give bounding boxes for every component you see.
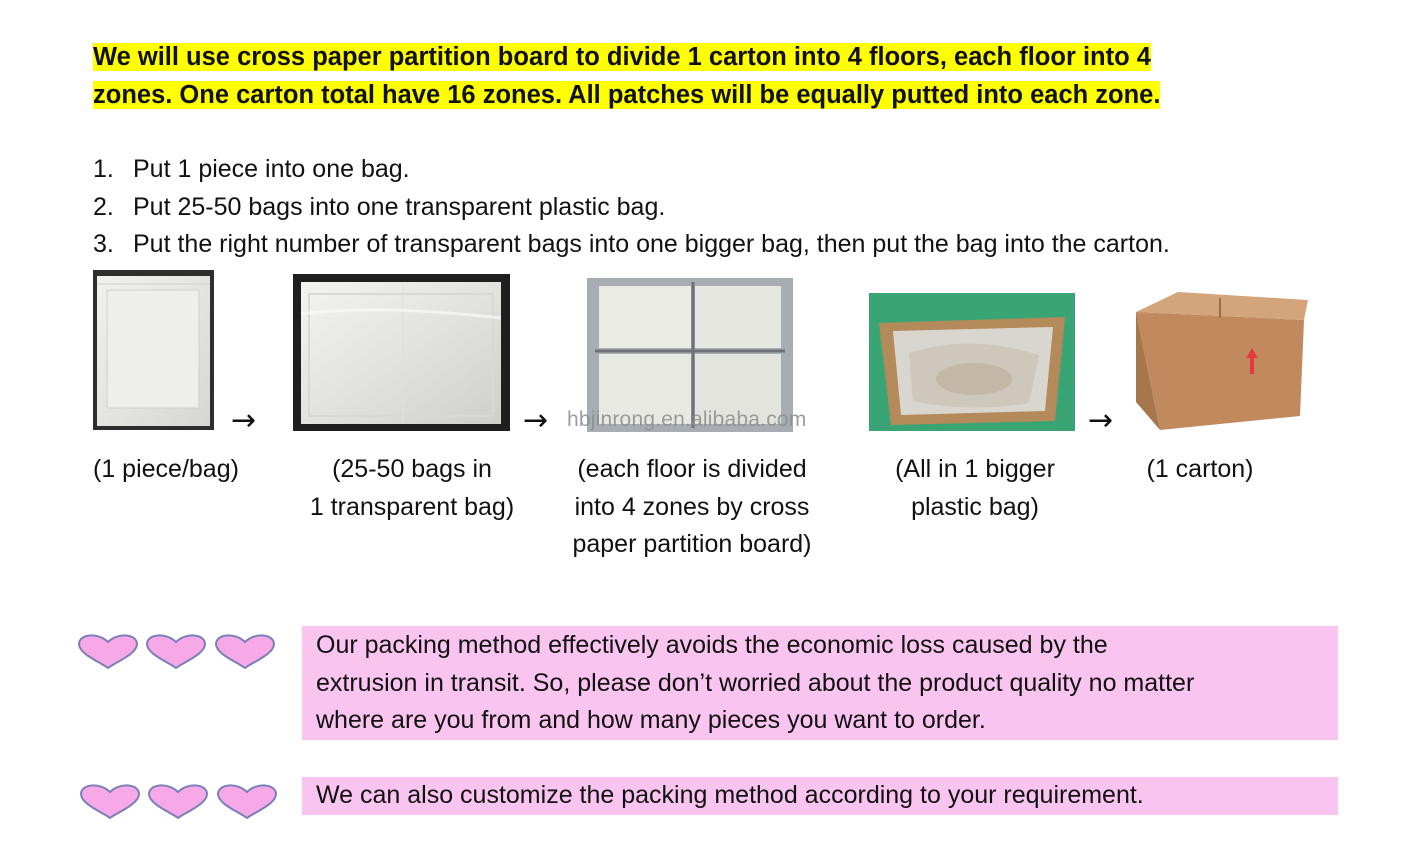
caption-line: plastic bag): [911, 492, 1039, 521]
caption-bigger-bag: [872, 451, 1078, 526]
caption-partition-floor: [542, 451, 842, 564]
watermark: hbjinrong.en.alibaba.com: [567, 408, 807, 431]
step-item: [93, 226, 1170, 264]
caption-line: into 4 zones by cross: [574, 492, 810, 521]
caption-line: (1 carton): [1146, 455, 1254, 483]
photo-single-bag: [93, 270, 214, 430]
heart-icon: [216, 635, 274, 668]
step-number: 2.: [93, 192, 114, 221]
steps-list: [93, 151, 1170, 264]
caption-line: 1 transparent bag): [309, 492, 515, 521]
note-customize: [302, 777, 1338, 815]
step-item: [93, 151, 1170, 189]
heart-icon: [218, 785, 276, 818]
step-number: 3.: [93, 230, 114, 258]
right-arrow-icon: →: [523, 403, 549, 438]
note-packing-benefit: [302, 626, 1338, 740]
photo-bigger-bag: [869, 293, 1075, 431]
caption-single-bag: [93, 451, 263, 489]
hearts-group: [76, 630, 281, 670]
note-line: extrusion in transit. So, please don’t worried about the product quality no matter: [316, 668, 1195, 697]
right-arrow-icon: →: [231, 403, 257, 438]
caption-line: (All in 1 bigger: [895, 455, 1055, 483]
step-number: 1.: [93, 155, 114, 183]
heart-icon: [79, 635, 137, 668]
headline-line-2: zones. One carton total have 16 zones. All patches will be equally putted into each zone.: [93, 81, 1161, 109]
heart-icon: [149, 785, 207, 818]
caption-line: (25-50 bags in: [332, 455, 492, 483]
headline-line-1: We will use cross paper partition board to divide 1 carton into 4 floors, each floor into 4: [93, 43, 1151, 71]
photo-carton: [1132, 290, 1310, 432]
caption-transparent-bag: [290, 451, 534, 526]
note-line: where are you from and how many pieces you want to order.: [316, 706, 986, 734]
caption-carton: [1120, 451, 1280, 489]
hearts-group: [78, 780, 283, 820]
note-line: We can also customize the packing method according to your requirement.: [316, 781, 1144, 809]
step-item: [93, 189, 1170, 227]
photo-transparent-bag: [293, 274, 510, 431]
step-text: Put 25-50 bags into one transparent plastic bag.: [133, 192, 666, 221]
step-text: Put the right number of transparent bags into one bigger bag, then put the bag into the carton.: [133, 230, 1170, 258]
caption-line: (1 piece/bag): [93, 455, 239, 483]
step-text: Put 1 piece into one bag.: [133, 155, 410, 183]
heart-icon: [147, 635, 205, 668]
headline: [93, 38, 1315, 114]
caption-line: (each floor is divided: [577, 455, 807, 483]
note-line: Our packing method effectively avoids the economic loss caused by the: [316, 631, 1108, 659]
right-arrow-icon: →: [1088, 403, 1114, 438]
caption-line: paper partition board): [572, 530, 812, 558]
heart-icon: [81, 785, 139, 818]
